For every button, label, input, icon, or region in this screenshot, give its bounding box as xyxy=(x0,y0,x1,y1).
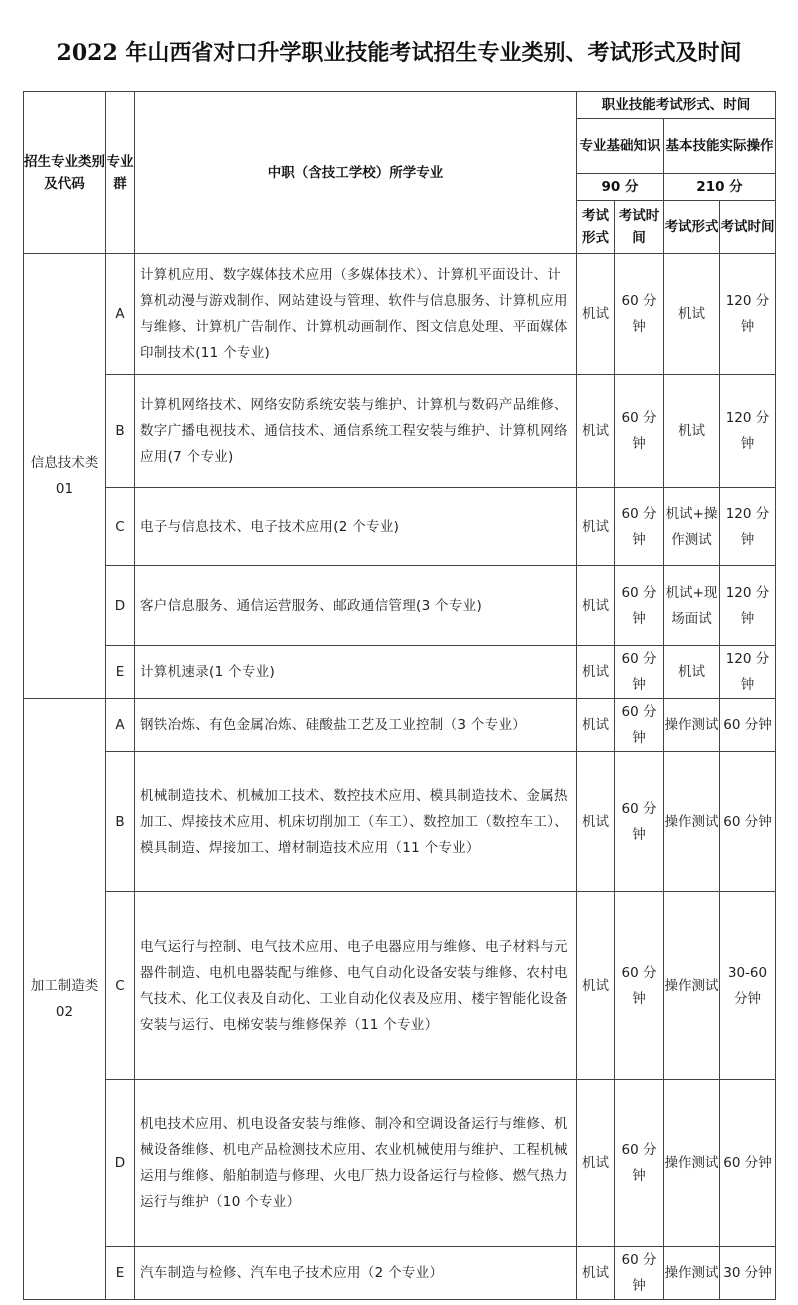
header-basic-knowledge: 专业基础知识 xyxy=(577,119,664,174)
group-cell: E xyxy=(106,1247,135,1300)
time2-cell: 120 分钟 xyxy=(720,646,776,699)
form2-cell: 机试+现场面试 xyxy=(664,566,720,646)
majors-cell: 电子与信息技术、电子技术应用(2 个专业) xyxy=(135,488,577,566)
form1-cell: 机试 xyxy=(577,892,615,1080)
form1-cell: 机试 xyxy=(577,646,615,699)
exam-schedule-table xyxy=(23,91,776,1300)
group-cell: D xyxy=(106,566,135,646)
category-cell: 信息技术类 01 xyxy=(24,254,106,699)
majors-cell: 汽车制造与检修、汽车电子技术应用（2 个专业） xyxy=(135,1247,577,1300)
time2-cell: 120 分钟 xyxy=(720,254,776,375)
form2-cell: 机试 xyxy=(664,375,720,488)
table-row xyxy=(24,699,776,752)
header-basic-score: 90 分 xyxy=(577,174,664,201)
time1-cell: 60 分钟 xyxy=(615,254,664,375)
table-row xyxy=(24,646,776,699)
header-time-2: 考试时间 xyxy=(720,201,776,254)
majors-cell: 计算机应用、数字媒体技术应用（多媒体技术）、计算机平面设计、计算机动漫与游戏制作、网站建设与管理、软件与信息服务、计算机应用与维修、计算机广告制作、计算机动画制作、图文信息处理、平面媒体印制技术(11 个专业) xyxy=(135,254,577,375)
group-cell: E xyxy=(106,646,135,699)
table-row xyxy=(24,892,776,1080)
header-form-2: 考试形式 xyxy=(664,201,720,254)
majors-cell: 机械制造技术、机械加工技术、数控技术应用、模具制造技术、金属热加工、焊接技术应用、机床切削加工（车工）、数控加工（数控车工）、模具制造、焊接加工、增材制造技术应用（11 个专业） xyxy=(135,752,577,892)
header-category: 招生专业类别及代码 xyxy=(24,92,106,254)
majors-cell: 客户信息服务、通信运营服务、邮政通信管理(3 个专业) xyxy=(135,566,577,646)
form1-cell: 机试 xyxy=(577,375,615,488)
form2-cell: 操作测试 xyxy=(664,1247,720,1300)
time2-cell: 120 分钟 xyxy=(720,375,776,488)
time1-cell: 60 分钟 xyxy=(615,566,664,646)
table-row xyxy=(24,1247,776,1300)
form1-cell: 机试 xyxy=(577,752,615,892)
majors-cell: 计算机速录(1 个专业) xyxy=(135,646,577,699)
form1-cell: 机试 xyxy=(577,1247,615,1300)
table-row xyxy=(24,488,776,566)
group-cell: C xyxy=(106,892,135,1080)
category-cell: 加工制造类 02 xyxy=(24,699,106,1300)
header-majors: 中职（含技工学校）所学专业 xyxy=(135,92,577,254)
group-cell: D xyxy=(106,1080,135,1247)
page-title: 2022 年山西省对口升学职业技能考试招生专业类别、考试形式及时间 xyxy=(56,40,742,66)
time1-cell: 60 分钟 xyxy=(615,699,664,752)
form1-cell: 机试 xyxy=(577,1080,615,1247)
form2-cell: 操作测试 xyxy=(664,752,720,892)
header-exam: 职业技能考试形式、时间 xyxy=(577,92,776,119)
form1-cell: 机试 xyxy=(577,254,615,375)
form2-cell: 操作测试 xyxy=(664,699,720,752)
table-row xyxy=(24,375,776,488)
form2-cell: 操作测试 xyxy=(664,892,720,1080)
header-group: 专业群 xyxy=(106,92,135,254)
form2-cell: 操作测试 xyxy=(664,1080,720,1247)
time2-cell: 120 分钟 xyxy=(720,488,776,566)
table-row xyxy=(24,254,776,375)
form2-cell: 机试+操作测试 xyxy=(664,488,720,566)
group-cell: A xyxy=(106,254,135,375)
time2-cell: 60 分钟 xyxy=(720,752,776,892)
time1-cell: 60 分钟 xyxy=(615,1080,664,1247)
group-cell: B xyxy=(106,375,135,488)
time1-cell: 60 分钟 xyxy=(615,752,664,892)
form1-cell: 机试 xyxy=(577,566,615,646)
table-row xyxy=(24,1080,776,1247)
header-practical-score: 210 分 xyxy=(664,174,776,201)
time2-cell: 60 分钟 xyxy=(720,699,776,752)
group-cell: B xyxy=(106,752,135,892)
time2-cell: 30-60 分钟 xyxy=(720,892,776,1080)
header-time-1: 考试时间 xyxy=(615,201,664,254)
group-cell: C xyxy=(106,488,135,566)
header-form-1: 考试形式 xyxy=(577,201,615,254)
majors-cell: 计算机网络技术、网络安防系统安装与维护、计算机与数码产品维修、数字广播电视技术、通信技术、通信系统工程安装与维护、计算机网络应用(7 个专业) xyxy=(135,375,577,488)
time1-cell: 60 分钟 xyxy=(615,488,664,566)
time1-cell: 60 分钟 xyxy=(615,1247,664,1300)
form2-cell: 机试 xyxy=(664,646,720,699)
time1-cell: 60 分钟 xyxy=(615,892,664,1080)
form2-cell: 机试 xyxy=(664,254,720,375)
group-cell: A xyxy=(106,699,135,752)
header-practical-skills: 基本技能实际操作 xyxy=(664,119,776,174)
form1-cell: 机试 xyxy=(577,699,615,752)
form1-cell: 机试 xyxy=(577,488,615,566)
time2-cell: 60 分钟 xyxy=(720,1080,776,1247)
time1-cell: 60 分钟 xyxy=(615,646,664,699)
time1-cell: 60 分钟 xyxy=(615,375,664,488)
majors-cell: 钢铁冶炼、有色金属冶炼、硅酸盐工艺及工业控制（3 个专业） xyxy=(135,699,577,752)
time2-cell: 120 分钟 xyxy=(720,566,776,646)
majors-cell: 电气运行与控制、电气技术应用、电子电器应用与维修、电子材料与元器件制造、电机电器装配与维修、电气自动化设备安装与维修、农村电气技术、化工仪表及自动化、工业自动化仪表及应用、楼宇智能化设备安装与运行、电梯安装与维修保养（11 个专业） xyxy=(135,892,577,1080)
time2-cell: 30 分钟 xyxy=(720,1247,776,1300)
majors-cell: 机电技术应用、机电设备安装与维修、制冷和空调设备运行与维修、机械设备维修、机电产品检测技术应用、农业机械使用与维护、工程机械运用与维修、船舶制造与修理、火电厂热力设备运行与检修、燃气热力运行与维护（10 个专业） xyxy=(135,1080,577,1247)
table-row xyxy=(24,566,776,646)
table-row xyxy=(24,752,776,892)
